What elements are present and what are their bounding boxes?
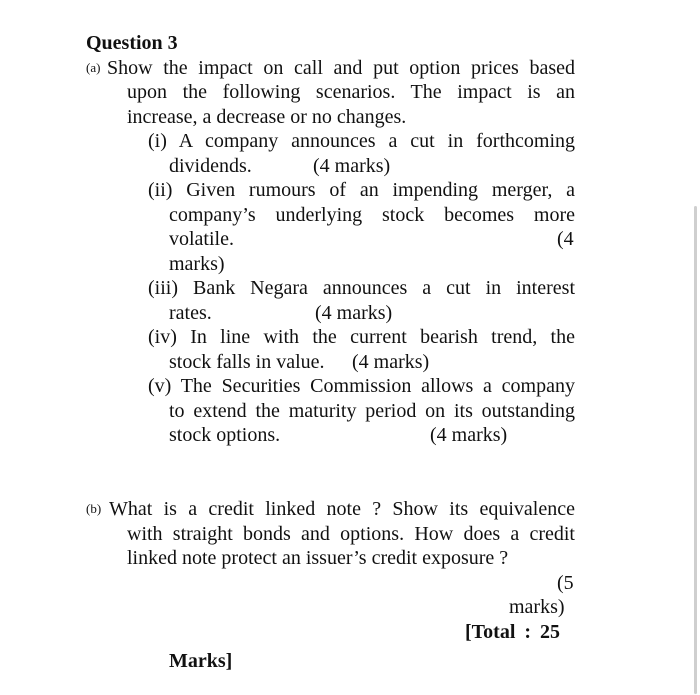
part-b-label: (b)	[86, 501, 102, 516]
item-i-last-line: dividends.	[169, 155, 252, 177]
part-b-last-line: linked note protect an issuer’s credit exposure ?	[127, 547, 509, 569]
item-iii-last-line: rates.	[169, 302, 212, 324]
item-v-line-1: (v) The Securities Commission allows a company	[148, 375, 575, 397]
part-b-line-1: What is a credit linked note ? Show its equivalence	[109, 498, 575, 520]
item-ii-line-2: company’s underlying stock becomes more	[169, 204, 575, 226]
item-iv-line-1: (iv) In line with the current bearish trend, the	[148, 326, 575, 348]
item-v-marks: (4 marks)	[430, 424, 508, 446]
part-b-marks-open: (5	[557, 572, 574, 594]
question-title: Question 3	[86, 32, 178, 54]
item-ii-line-1: (ii) Given rumours of an impending merger, a	[148, 179, 575, 201]
item-v-last-line: stock options.	[169, 424, 281, 446]
part-a-label: (a)	[86, 60, 101, 75]
part-a-intro-line-2: upon the following scenarios. The impact is an	[127, 81, 575, 103]
item-ii-marks-close: marks)	[169, 253, 225, 275]
part-b-line-2: with straight bonds and options. How does a credit	[127, 523, 575, 545]
item-iii-marks: (4 marks)	[315, 302, 393, 324]
part-b-marks-close: marks)	[509, 596, 565, 618]
vertical-scrollbar[interactable]	[694, 206, 697, 694]
item-i-marks: (4 marks)	[313, 155, 391, 177]
item-ii-last-line: volatile.	[169, 228, 234, 250]
item-iv-last-line: stock falls in value.	[169, 351, 325, 373]
item-v-line-2: to extend the maturity period on its outstanding	[169, 400, 575, 422]
total-marks-suffix: Marks]	[169, 650, 233, 672]
part-a-intro-line-1: Show the impact on call and put option prices based	[107, 57, 575, 79]
part-a-intro-line-3: increase, a decrease or no changes.	[127, 106, 407, 128]
item-ii-marks-open: (4	[557, 228, 574, 250]
item-iv-marks: (4 marks)	[352, 351, 430, 373]
total-marks: [Total : 25	[465, 621, 561, 643]
item-iii-line-1: (iii) Bank Negara announces a cut in interest	[148, 277, 575, 299]
item-i-line-1: (i) A company announces a cut in forthcoming	[148, 130, 575, 152]
